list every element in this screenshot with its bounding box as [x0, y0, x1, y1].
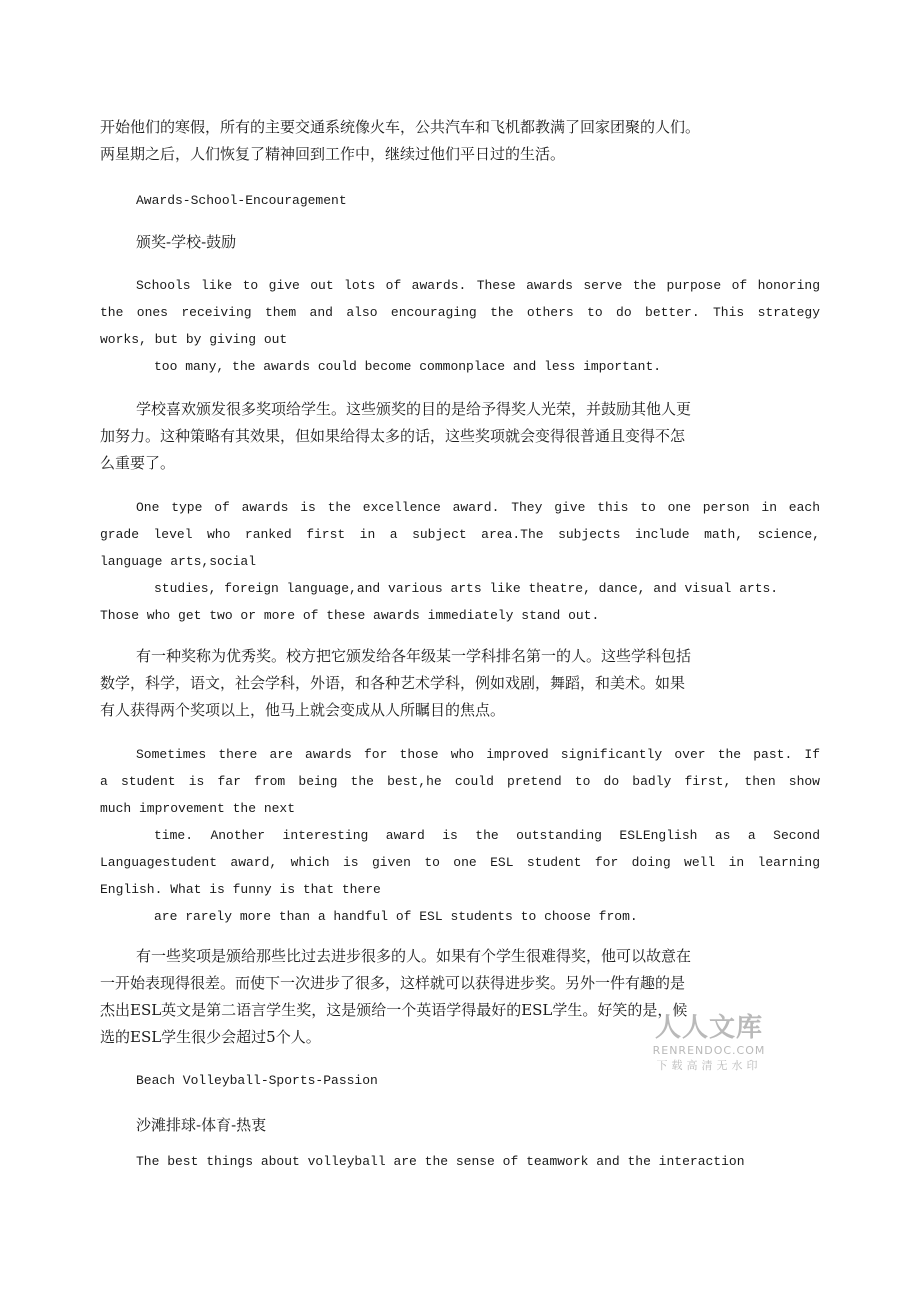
text-line: 加努力。这种策略有其效果，但如果给得太多的话，这些奖项就会变得很普通且变得不怎	[100, 427, 686, 445]
section-title-volleyball-en: Beach Volleyball-Sports-Passion	[136, 1073, 378, 1088]
section-title-volleyball-cn: 沙滩排球-体育-热衷	[136, 1116, 267, 1134]
text-line: The best things about volleyball are the sense of teamwork and the interaction	[136, 1154, 745, 1169]
watermark-brand: 人人文库	[654, 1013, 763, 1043]
text-line: the ones receiving them and also encouraging the others to do better. This strategy	[100, 305, 820, 320]
en-paragraph-awards-intro	[100, 272, 820, 380]
text-line: a student is far from being the best,he could pretend to do badly first, then show	[100, 774, 820, 789]
text-line: One type of awards is the excellence award. They give this to one person in each	[136, 500, 820, 515]
section-title-awards-cn: 颁奖-学校-鼓励	[136, 233, 237, 251]
en-paragraph-improvement-award	[100, 741, 820, 930]
text-line: 开始他们的寒假，所有的主要交通系统像火车，公共汽车和飞机都教满了回家团聚的人们。	[100, 118, 701, 136]
section-title-awards-en: Awards-School-Encouragement	[136, 193, 347, 208]
watermark-logo	[646, 1012, 772, 1074]
text-line: Languagestudent award, which is given to one ESL student for doing well in learning	[100, 855, 820, 870]
watermark-slogan: 下载高清无水印	[656, 1059, 762, 1072]
text-line: 有一种奖称为优秀奖。校方把它颁发给各年级某一学科排名第一的人。这些学科包括	[136, 647, 692, 665]
text-line: 么重要了。	[100, 454, 176, 472]
text-line: grade level who ranked first in a subject area.The subjects include math, science,	[100, 527, 820, 542]
text-line: language arts,social	[100, 554, 257, 569]
text-line: Schools like to give out lots of awards. These awards serve the purpose of honoring	[136, 278, 820, 293]
text-line: 两星期之后，人们恢复了精神回到工作中，继续过他们平日过的生活。	[100, 145, 566, 163]
text-line: are rarely more than a handful of ESL students to choose from.	[154, 909, 638, 924]
text-line: 有一些奖项是颁给那些比过去进步很多的人。如果有个学生很难得奖，他可以故意在	[136, 947, 692, 965]
cn-paragraph-winter-break	[100, 114, 700, 168]
text-line: much improvement the next	[100, 801, 296, 816]
cn-paragraph-awards-intro	[100, 396, 691, 477]
text-line: time. Another interesting award is the outstanding ESLEnglish as a Second	[154, 828, 820, 843]
text-line: 数学，科学，语文，社会学科，外语，和各种艺术学科，例如戏剧，舞蹈，和美术。如果	[100, 674, 686, 692]
watermark-domain: RENRENDOC.COM	[652, 1044, 766, 1057]
en-paragraph-excellence-award	[100, 494, 820, 629]
text-line: Those who get two or more of these awards immediately stand out.	[100, 608, 600, 623]
text-line: 学校喜欢颁发很多奖项给学生。这些颁奖的目的是给予得奖人光荣，并鼓励其他人更	[136, 400, 692, 418]
text-line: 选的ESL学生很少会超过5个人。	[100, 1028, 321, 1046]
text-line: too many, the awards could become commonplace and less important.	[154, 359, 662, 374]
text-line: English. What is funny is that there	[100, 882, 381, 897]
en-paragraph-volleyball	[100, 1148, 820, 1175]
text-line: 有人获得两个奖项以上，他马上就会变成从人所瞩目的焦点。	[100, 701, 506, 719]
text-line: 一开始表现得很差。而使下一次进步了很多，这样就可以获得进步奖。另外一件有趣的是	[100, 974, 686, 992]
text-line: 杰出ESL英文是第二语言学生奖，这是颁给一个英语学得最好的ESL学生。好笑的是，候	[100, 1001, 688, 1019]
text-line: Sometimes there are awards for those who improved significantly over the past. If	[136, 747, 820, 762]
text-line: works, but by giving out	[100, 332, 288, 347]
cn-paragraph-improvement-award	[100, 943, 691, 1051]
text-line: studies, foreign language,and various arts like theatre, dance, and visual arts.	[154, 581, 779, 596]
cn-paragraph-excellence-award	[100, 643, 691, 724]
